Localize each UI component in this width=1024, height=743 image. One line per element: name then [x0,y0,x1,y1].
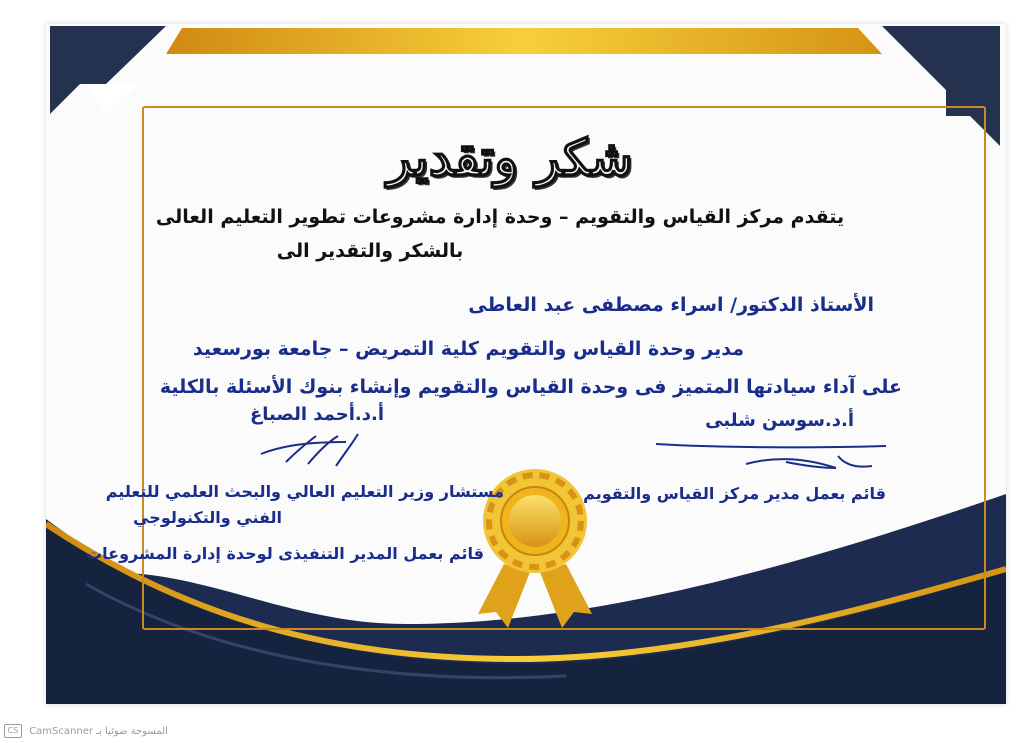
left-signatory-title-1: مستشار وزير التعليم العالي والبحث العلمي للتعليم [105,482,504,501]
award-reason: على آداء سيادتها المتميز فى وحدة القياس والتقويم وإنشاء بنوك الأسئلة بالكلية [159,376,902,398]
intro-line-1: يتقدم مركز القياس والتقويم – وحدة إدارة مشروعات تطوير التعليم العالى [155,206,845,228]
certificate-paper [46,24,1006,704]
recipient-role: مدير وحدة القياس والتقويم كلية التمريض – جامعة بورسعيد [192,338,744,360]
scanner-footer [4,724,168,738]
right-signatory-name: أ.د.سوسن شلبى [705,410,854,431]
right-signatory-title: قائم بعمل مدير مركز القياس والتقويم [583,484,886,503]
recipient-name: الأستاذ الدكتور/ اسراء مصطفى عبد العاطى [468,294,874,316]
left-signatory-title-2: الفني والتكنولوجي [133,508,282,527]
intro-line-2: بالشكر والتقدير الى [276,240,464,262]
certificate-title: شكر وتقدير [387,128,633,187]
top-gold-band [166,28,882,54]
scanner-text: CamScanner المسوحة ضوئيا بـ [29,726,168,737]
camscanner-logo-icon: CS [4,724,22,738]
left-signatory-title-3: قائم بعمل المدير التنفيذى لوحدة إدارة المشروعات [86,544,484,563]
left-signatory-name: أ.د.أحمد الصباغ [249,404,384,425]
